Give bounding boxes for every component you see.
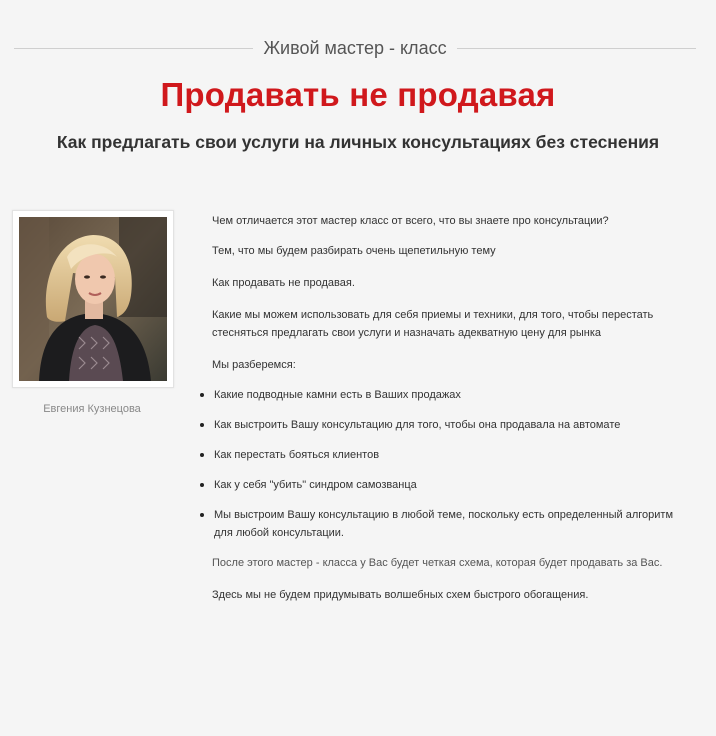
topics-list	[200, 386, 690, 542]
divider-right	[457, 48, 696, 49]
cover-heading: Мы разберемся:	[212, 359, 296, 371]
bullet-icon	[200, 423, 204, 427]
divider-left	[14, 48, 253, 49]
list-item: Мы выстроим Вашу консультацию в любой теме, поскольку есть определенный алгоритм для любой консультации.	[200, 506, 690, 542]
list-item: Как выстроить Вашу консультацию для того, чтобы она продавала на автомате	[200, 416, 690, 434]
topic-line: Как продавать не продавая.	[212, 277, 355, 289]
bullet-icon	[200, 513, 204, 517]
eyebrow-label: Живой мастер - класс	[263, 38, 447, 58]
page-subtitle: Как предлагать свои услуги на личных консультациях без стеснения	[56, 132, 660, 152]
author-photo	[12, 210, 174, 388]
intro-question: Чем отличается этот мастер класс от всего, что вы знаете про консультации?	[212, 215, 609, 227]
after-paragraph: После этого мастер - класса у Вас будет четкая схема, которая будет продавать за Вас.	[212, 557, 663, 569]
bullet-icon	[200, 453, 204, 457]
list-item: Как перестать бояться клиентов	[200, 446, 690, 464]
list-item: Какие подводные камни есть в Ваших продажах	[200, 386, 690, 404]
article-body	[212, 212, 702, 604]
closing-paragraph: Здесь мы не будем придумывать волшебных схем быстрого обогащения.	[212, 589, 589, 601]
eyebrow-row	[14, 38, 696, 59]
author-portrait-image	[19, 217, 167, 381]
bullet-icon	[200, 393, 204, 397]
page-title: Продавать не продавая	[160, 76, 556, 113]
techniques-paragraph: Какие мы можем использовать для себя приемы и техники, для того, чтобы перестать стесняться предлагать свои услуги и назначать адекватную цену для рынка	[212, 309, 654, 339]
intro-answer: Тем, что мы будем разбирать очень щепетильную тему	[212, 245, 496, 257]
bullet-icon	[200, 483, 204, 487]
author-name: Евгения Кузнецова	[43, 403, 141, 415]
list-item: Как у себя "убить" синдром самозванца	[200, 476, 690, 494]
